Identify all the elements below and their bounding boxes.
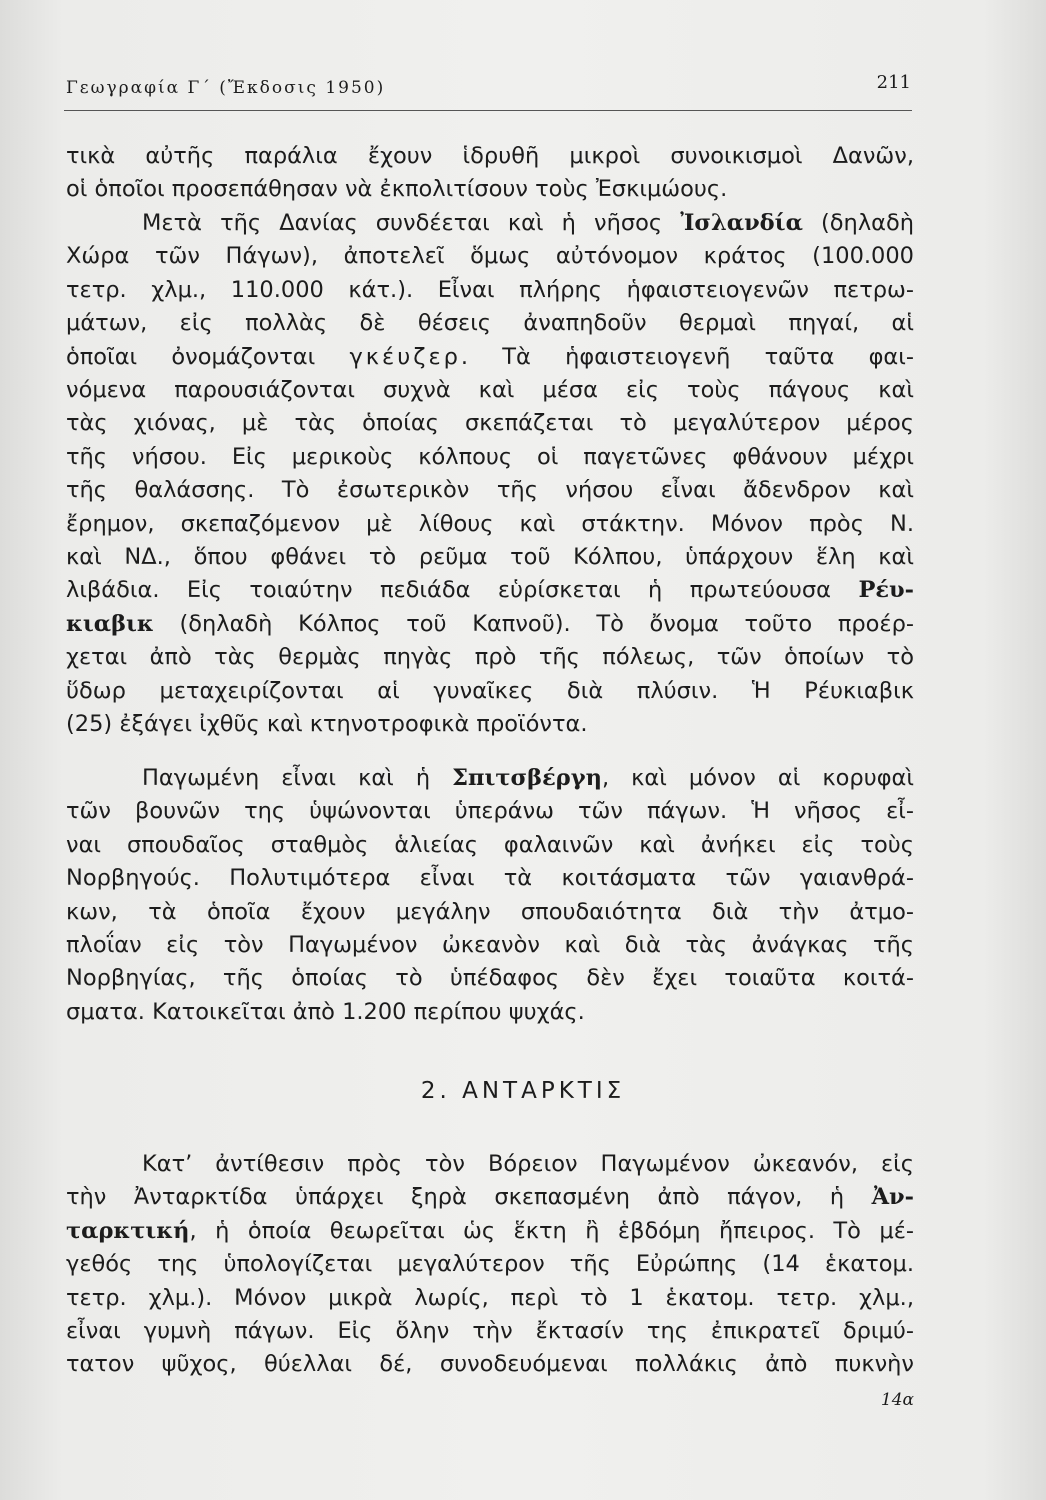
text-run: Μετὰ τῆς Δανίας συνδέεται καὶ ἡ νῆσος xyxy=(142,210,681,236)
running-header xyxy=(66,72,911,104)
text-line: τῶν βουνῶν της ὑψώνονται ὑπεράνω τῶν πάγων. Ἡ νῆσος εἶ- xyxy=(66,798,914,825)
signature-mark: 14α xyxy=(880,1390,914,1410)
text-line: οἱ ὁποῖοι προσεπάθησαν νὰ ἐκπολιτίσουν τοὺς Ἐσκιμώους. xyxy=(66,176,728,203)
header-rule xyxy=(64,110,912,111)
text-line: καὶ ΝΔ., ὅπου φθάνει τὸ ρεῦμα τοῦ Κόλπου, ὑπάρχουν ἕλη καὶ xyxy=(66,544,914,571)
term-antarctica: Ἀν- xyxy=(871,1184,914,1211)
text-line: τῆς νήσου. Εἰς μερικοὺς κόλπους οἱ παγετῶνες φθάνουν μέχρι xyxy=(66,443,914,470)
text-line: εἶναι γυμνὴ πάγων. Εἰς ὅλην τὴν ἔκτασίν της ἐπικρατεῖ δριμύ- xyxy=(66,1318,914,1345)
text-line xyxy=(66,608,914,641)
text-run: , ἡ ὁποία θεωρεῖται ὡς ἕκτη ἢ ἑβδόμη ἤπειρος. Τὸ μέ- xyxy=(189,1217,914,1244)
text-line: τικὰ αὐτῆς παράλια ἔχουν ἱδρυθῆ μικροὶ συνοικισμοὶ Δανῶν, xyxy=(66,143,914,169)
running-title: Γεωγραφία Γ΄ (Ἔκδοσις 1950) xyxy=(66,78,386,98)
text-line: νόμενα παρουσιάζονται συχνὰ καὶ μέσα εἰς τοὺς πάγους καὶ xyxy=(66,377,914,404)
text-line: γεθός της ὑπολογίζεται μεγαλύτερον τῆς Εὐρώπης (14 ἑκατομ. xyxy=(66,1251,914,1278)
text-line: Κατ’ ἀντίθεσιν πρὸς τὸν Βόρειον Παγωμένον ὠκεανόν, εἰς xyxy=(142,1151,914,1177)
text-line: Χώρα τῶν Πάγων), ἀποτελεῖ ὅμως αὐτόνομον κράτος (100.000 xyxy=(66,243,914,270)
section-heading: 2. ΑΝΤΑΡΚΤΙΣ xyxy=(420,1078,626,1104)
text-line xyxy=(66,341,914,374)
text-line: χεται ἀπὸ τὰς θερμὰς πηγὰς πρὸ τῆς πόλεως, τῶν ὁποίων τὸ xyxy=(66,644,914,671)
text-line: (25) ἐξάγει ἰχθῦς καὶ κτηνοτροφικὰ προϊόντα. xyxy=(66,711,588,738)
term-iceland: Ἰσλανδία xyxy=(680,210,803,236)
text-line: μάτων, εἰς πολλὰς δὲ θέσεις ἀναπηδοῦν θερμαὶ πηγαί, αἱ xyxy=(66,310,914,337)
term-reykjavik-cont: κιαβικ xyxy=(66,610,154,637)
text-line: ἔρημον, σκεπαζόμενον μὲ λίθους καὶ στάκτην. Μόνον πρὸς Ν. xyxy=(66,510,914,537)
text-line: Νορβηγίας, τῆς ὁποίας τὸ ὑπέδαφος δὲν ἔχει τοιαῦτα κοιτά- xyxy=(66,965,914,992)
text-run: ὁποῖαι ὀνομάζονται xyxy=(66,343,350,370)
text-run: . Τὰ ἡφαιστειογενῆ ταῦτα φαι- xyxy=(460,343,914,370)
text-run: (δηλαδὴ Κόλπος τοῦ Καπνοῦ). Τὸ ὄνομα τοῦτο προέρ- xyxy=(153,610,914,637)
text-run: (δηλαδὴ xyxy=(802,210,914,236)
text-line: τῆς θαλάσσης. Τὸ ἐσωτερικὸν τῆς νήσου εἶναι ἄδενδρον καὶ xyxy=(66,477,914,504)
text-line: Νορβηγούς. Πολυτιμότερα εἶναι τὰ κοιτάσματα τῶν γαιανθρά- xyxy=(66,865,914,892)
text-run: Παγωμένη εἶναι καὶ ἡ xyxy=(142,765,453,791)
text-line xyxy=(66,207,914,240)
text-line xyxy=(66,574,914,607)
text-line xyxy=(66,762,914,795)
text-run: λιβάδια. Εἰς τοιαύτην πεδιάδα εὑρίσκεται ἡ πρωτεύουσα xyxy=(66,577,859,604)
text-line: σματα. Κατοικεῖται ἀπὸ 1.200 περίπου ψυχάς. xyxy=(66,998,585,1025)
text-line: κων, τὰ ὁποῖα ἔχουν μεγάλην σπουδαιότητα διὰ τὴν ἀτμο- xyxy=(66,898,914,925)
text-line: τατον ψῦχος, θύελλαι δέ, συνοδευόμεναι πολλάκις ἀπὸ πυκνὴν xyxy=(66,1351,914,1378)
text-line xyxy=(66,1215,914,1248)
text-line: τετρ. χλμ., 110.000 κάτ.). Εἶναι πλήρης ἡφαιστειογενῶν πετρω- xyxy=(66,276,914,303)
term-spitsbergen: Σπιτσβέργη xyxy=(452,765,602,791)
text-line: ναι σπουδαῖος σταθμὸς ἁλιείας φαλαινῶν καὶ ἀνήκει εἰς τοὺς xyxy=(66,831,914,858)
page-number: 211 xyxy=(876,72,911,93)
paragraph-iceland xyxy=(66,207,914,742)
paragraph-antarctica xyxy=(66,1148,914,1382)
text-line: τετρ. χλμ.). Μόνον μικρὰ λωρίς, περὶ τὸ 1 ἑκατομ. τετρ. χλμ., xyxy=(66,1284,914,1311)
term-antarctica-cont: ταρκτική xyxy=(66,1217,190,1244)
text-line xyxy=(66,1181,914,1214)
text-run: , καὶ μόνον αἱ κορυφαὶ xyxy=(601,765,915,791)
term-geyser: γκέυζερ xyxy=(349,343,461,370)
text-line: τὰς χιόνας, μὲ τὰς ὁποίας σκεπάζεται τὸ μεγαλύτερον μέρος xyxy=(66,410,914,437)
text-line: ὕδωρ μεταχειρίζονται αἱ γυναῖκες διὰ πλύσιν. Ἡ Ρέυκιαβικ xyxy=(66,677,914,704)
text-run: τὴν Ἀνταρκτίδα ὑπάρχει ξηρὰ σκεπασμένη ἀπὸ πάγον, ἡ xyxy=(66,1184,872,1211)
paragraph-spitsbergen xyxy=(66,762,914,1029)
term-reykjavik: Ρέυ- xyxy=(858,577,914,604)
text-line: πλοΐαν εἰς τὸν Παγωμένον ὠκεανὸν καὶ διὰ τὰς ἀνάγκας τῆς xyxy=(66,932,914,959)
paragraph-continuation xyxy=(66,140,914,207)
